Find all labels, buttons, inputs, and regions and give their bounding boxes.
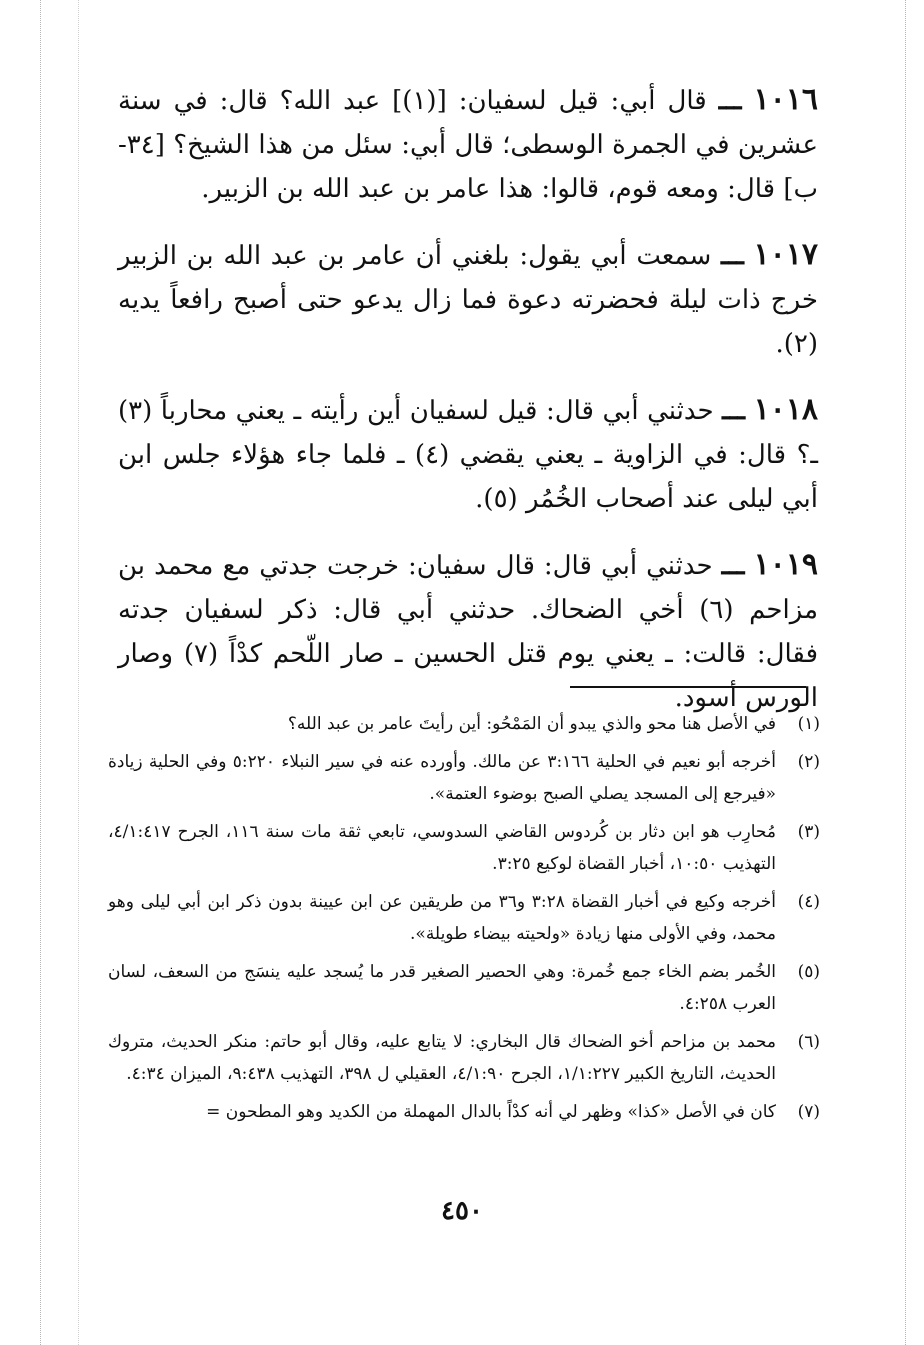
footnote-5 (108, 956, 820, 1020)
footnotes (108, 708, 820, 1134)
entry-text: سمعت أبي يقول: بلغني أن عامر بن عبد الله بن الزبير خرج ذات ليلة فحضرته دعوة فما زال يدعو حتى أصبح رافعاً يديه (٢). (118, 241, 818, 359)
footnote-number: (٤) (797, 892, 820, 912)
entry-dash: ـــ (718, 86, 742, 116)
footnote-number: (٥) (797, 962, 820, 982)
entry-number: ١٠١٨ (753, 392, 819, 427)
entry-number: ١٠١٧ (753, 237, 818, 272)
footnote-number: (٢) (797, 752, 820, 772)
footnote-text: محمد بن مزاحم أخو الضحاك قال البخاري: لا يتابع عليه، وقال أبو حاتم: منكر الحديث، متروك الحديث، التاريخ الكبير ١/١:٢٢٧، الجرح ٤/١:٩٠، العقيلي ل ٣٩٨، التهذيب ٩:٤٣٨، الميزان ٤:٣٤. (108, 1032, 776, 1084)
footnote-7 (108, 1096, 820, 1128)
footnote-1 (108, 708, 820, 740)
footnote-text: في الأصل هنا محو والذي يبدو أن المَمْحُو: أين رأيتَ عامر بن عبد الله؟ (287, 714, 776, 734)
scan-edge-line (78, 0, 80, 1345)
entry-dash: ـــ (721, 551, 745, 581)
footnote-4 (108, 886, 820, 950)
footnote-number: (٧) (797, 1102, 820, 1122)
footnote-6 (108, 1026, 820, 1090)
footnote-number: (٦) (797, 1032, 820, 1052)
scan-edge-line (40, 0, 42, 1345)
entry-number: ١٠١٦ (753, 82, 818, 117)
main-text (118, 78, 818, 742)
footnote-number: (١) (797, 714, 820, 734)
entry-text: قال أبي: قيل لسفيان: [(١)] عبد الله؟ قال: في سنة عشرين في الجمرة الوسطى؛ قال أبي: سئل من هذا الشيخ؟ [٣٤-ب] قال: ومعه قوم، قالوا: هذا عامر بن عبد الله بن الزبير. (118, 86, 818, 204)
footnote-text: أخرجه وكيع في أخبار القضاة ٣:٢٨ و٣٦ من طريقين عن ابن عيينة بدون ذكر ابن أبي ليلى وهو محمد، وفي الأولى منها زيادة «ولحيته بيضاء طويلة». (108, 892, 776, 944)
entry-1017 (118, 233, 818, 366)
scan-edge-line (905, 0, 907, 1345)
entry-dash: ـــ (720, 241, 744, 271)
entry-text: حدثني أبي قال: قال سفيان: خرجت جدتي مع محمد بن مزاحم (٦) أخي الضحاك. حدثني أبي قال: ذكر لسفيان جدته فقال: قالت: ـ يعني يوم قتل الحسين ـ صار اللّحم كدْاً (٧) وصار الورس أسود. (118, 551, 818, 713)
entry-number: ١٠١٩ (753, 547, 819, 582)
footnote-text: مُحارِب هو ابن دثار بن كُردوس القاضي السدوسي، تابعي ثقة مات سنة ١١٦، الجرح ٤/١:٤١٧، التهذيب ١٠:٥٠، أخبار القضاة لوكيع ٣:٢٥. (108, 822, 776, 874)
entry-1016 (118, 78, 818, 211)
footnote-text: الخُمر بضم الخاء جمع خُمرة: وهي الحصير الصغير قدر ما يُسجد عليه ينسَج من السعف، لسان العرب ٤:٢٥٨. (108, 962, 776, 1014)
entry-1019 (118, 543, 818, 720)
page-number: ٤٥٠ (441, 1196, 483, 1226)
footnote-2 (108, 746, 820, 810)
footnote-separator (570, 686, 806, 688)
footnote-text: أخرجه أبو نعيم في الحلية ٣:١٦٦ عن مالك. وأورده عنه في سير النبلاء ٥:٢٢٠ وفي الحلية زيادة «فيرجع إلى المسجد يصلي الصبح بوضوء العتمة». (108, 752, 776, 804)
footnote-text: كان في الأصل «كذا» وظهر لي أنه كدْاً بالدال المهملة من الكديد وهو المطحون = (206, 1102, 776, 1122)
footnote-number: (٣) (797, 822, 820, 842)
entry-1018 (118, 388, 818, 521)
entry-text: حدثني أبي قال: قيل لسفيان أين رأيته ـ يعني محارباً (٣) ـ؟ قال: في الزاوية ـ يعني يقضي (٤) ـ فلما جاء هؤلاء جلس ابن أبي ليلى عند أصحاب الخُمُر (٥). (118, 396, 818, 514)
footnote-3 (108, 816, 820, 880)
entry-dash: ـــ (722, 396, 746, 426)
